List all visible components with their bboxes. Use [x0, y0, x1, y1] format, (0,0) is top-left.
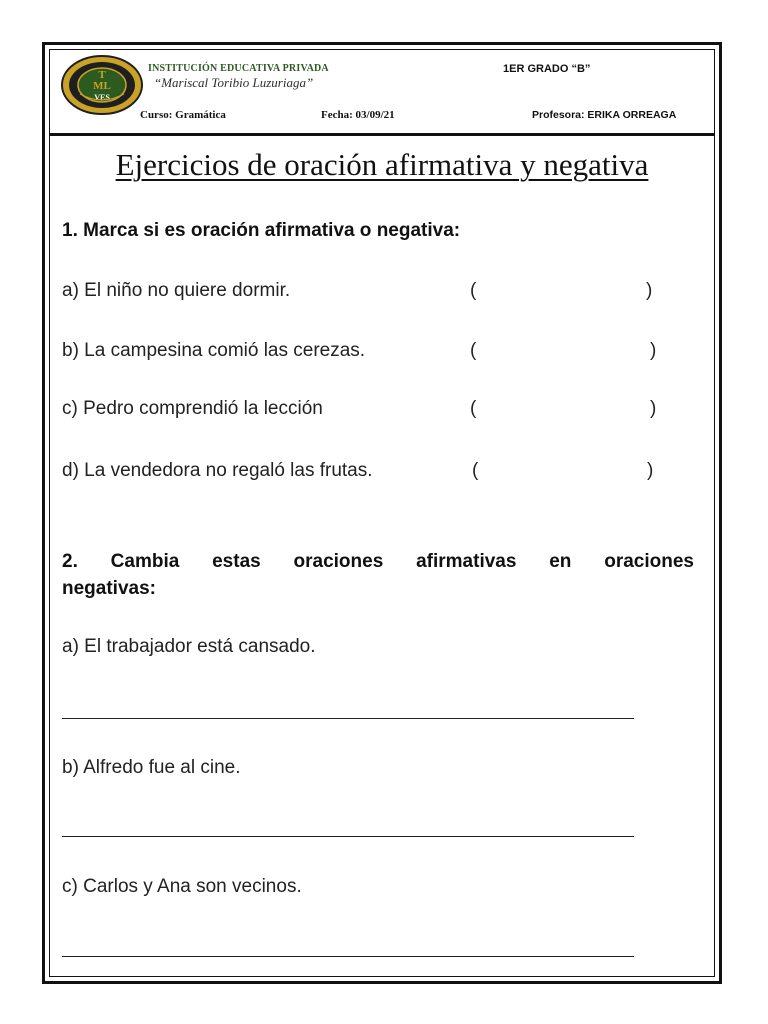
question-1-heading: 1. Marca si es oración afirmativa o negativa:: [62, 220, 461, 241]
q2-item-b-answer-line[interactable]: [62, 836, 634, 837]
q2-item-c-answer-line[interactable]: [62, 956, 634, 957]
q1-item-c: c) Pedro comprendió la lección: [62, 398, 323, 419]
school-name: INSTITUCIÓN EDUCATIVA PRIVADA: [148, 63, 329, 74]
worksheet-title: Ejercicios de oración afirmativa y negativa: [115, 147, 649, 182]
q1-item-b-open-paren: (: [470, 340, 477, 361]
q2-item-a: a) El trabajador está cansado.: [62, 636, 316, 657]
date-label: Fecha: 03/09/21: [321, 109, 395, 121]
logo-letters-ml: ML: [93, 80, 111, 92]
question-2-heading: 2. Cambia estas oraciones afirmativas en oraciones: [62, 551, 694, 572]
header-divider: [50, 133, 714, 136]
q1-item-d-open-paren: (: [472, 460, 479, 481]
q1-item-a-open-paren: (: [470, 280, 477, 301]
worksheet-header: [50, 50, 714, 136]
q1-item-d-close-paren: ): [647, 460, 654, 481]
q2-item-c: c) Carlos y Ana son vecinos.: [62, 876, 302, 897]
q1-item-c-close-paren: ): [650, 398, 657, 419]
q1-item-a: a) El niño no quiere dormir.: [62, 280, 291, 301]
q1-item-c-open-paren: (: [470, 398, 477, 419]
logo-letters-ves: VES: [94, 93, 110, 102]
course-label: Curso: Gramática: [140, 109, 226, 121]
question-2-heading-cont: negativas:: [62, 578, 156, 599]
grade-label: 1ER GRADO “B”: [503, 63, 591, 75]
logo-letter-t: T: [98, 69, 106, 81]
q1-item-b-close-paren: ): [650, 340, 657, 361]
page-border-inner: [49, 49, 715, 977]
q1-item-d: d) La vendedora no regaló las frutas.: [62, 460, 373, 481]
q2-item-a-answer-line[interactable]: [62, 718, 634, 719]
q1-item-a-close-paren: ): [646, 280, 653, 301]
q1-item-b: b) La campesina comió las cerezas.: [62, 340, 366, 361]
teacher-label: Profesora: ERIKA ORREAGA: [532, 109, 677, 121]
school-motto: “Mariscal Toribio Luzuriaga”: [154, 75, 314, 90]
school-logo: [60, 54, 144, 116]
q2-item-b: b) Alfredo fue al cine.: [62, 757, 241, 778]
